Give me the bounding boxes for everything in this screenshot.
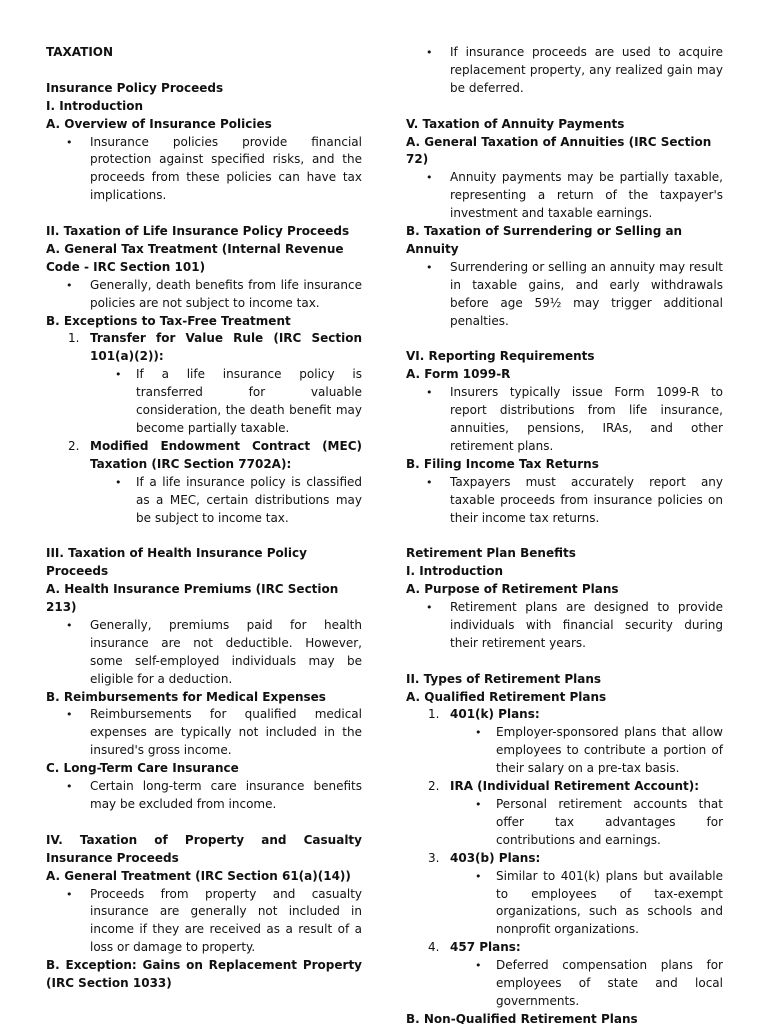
section-heading: C. Long-Term Care Insurance	[46, 761, 239, 776]
bullet-icon: •	[426, 260, 433, 274]
bullet-item	[406, 599, 723, 653]
bullet-icon: •	[475, 959, 482, 973]
bullet-text: Retirement plans are designed to provide individuals with financial security during their retirement years.	[450, 600, 723, 650]
bullet-text: Similar to 401(k) plans but available to employees of tax-exempt organizations, such as schools and nonprofit organizations.	[496, 868, 723, 937]
bullet-item	[406, 259, 723, 331]
section-heading: B. Exception: Gains on Replacement Property (IRC Section 1033)	[46, 958, 362, 991]
section-heading: A. Health Insurance Premiums (IRC Section 213)	[46, 582, 339, 615]
item-number: 2.	[68, 438, 80, 453]
numbered-item	[46, 330, 362, 366]
section-heading: B. Reimbursements for Medical Expenses	[46, 689, 326, 704]
bullet-text: Employer-sponsored plans that allow employees to contribute a portion of their salary on a pre-tax basis.	[496, 725, 723, 776]
numbered-item	[406, 939, 723, 957]
bullet-item	[46, 134, 362, 206]
section-heading: A. General Treatment (IRC Section 61(a)(14))	[46, 868, 351, 883]
section-heading: A. Qualified Retirement Plans	[406, 689, 607, 704]
bullet-icon: •	[115, 475, 122, 489]
blank-line	[46, 62, 362, 80]
bullet-text: Generally, premiums paid for health insurance are not deductible. However, some self-employed individuals may be eligible for a deduction.	[90, 617, 362, 686]
section-heading: Insurance Policy Proceeds	[46, 80, 224, 95]
numbered-item-title: Transfer for Value Rule (IRC Section 101(a)(2)):	[90, 331, 362, 364]
section-heading: A. Overview of Insurance Policies	[46, 116, 272, 131]
bullet-icon: •	[66, 780, 73, 794]
bullet-text: If a life insurance policy is classified as a MEC, certain distributions may be subject to income tax.	[136, 474, 362, 525]
item-number: 3.	[428, 850, 440, 865]
item-number: 2.	[428, 779, 440, 794]
bullet-text: Taxpayers must accurately report any taxable proceeds from insurance policies on their income tax returns.	[450, 474, 723, 525]
bullet-item	[46, 706, 362, 760]
bullet-text: If insurance proceeds are used to acquire replacement property, any realized gain may be deferred.	[450, 45, 723, 95]
bullet-icon: •	[66, 708, 73, 722]
bullet-text: Generally, death benefits from life insurance policies are not subject to income tax.	[90, 277, 362, 310]
numbered-item-title: 403(b) Plans:	[450, 850, 541, 865]
numbered-item-title: 401(k) Plans:	[450, 707, 540, 722]
section-heading: A. General Taxation of Annuities (IRC Section 72)	[406, 134, 712, 167]
section-heading: A. Form 1099-R	[406, 367, 511, 382]
numbered-item	[406, 778, 723, 796]
numbered-item-title: 457 Plans:	[450, 940, 521, 955]
section-heading: III. Taxation of Health Insurance Policy Proceeds	[46, 546, 307, 579]
section-heading: II. Types of Retirement Plans	[406, 671, 602, 686]
numbered-item	[406, 706, 723, 724]
section-heading: B. Non-Qualified Retirement Plans	[406, 1011, 638, 1024]
bullet-icon: •	[475, 798, 482, 811]
bullet-icon: •	[66, 278, 73, 292]
bullet-icon: •	[66, 887, 73, 901]
bullet-text: Insurers typically issue Form 1099-R to report distributions from life insurance, annuities, pensions, IRAs, and other retirement plans.	[450, 385, 723, 453]
blank-line	[46, 205, 362, 223]
blank-line	[406, 527, 723, 545]
bullet-item	[406, 474, 723, 528]
bullet-item	[46, 778, 362, 814]
bullet-item	[406, 384, 723, 456]
bullet-text: Proceeds from property and casualty insurance are generally not included in income if they are received as a result of a loss or damage to property.	[90, 886, 362, 955]
left-column	[46, 44, 362, 993]
bullet-icon: •	[426, 171, 433, 185]
bullet-item	[46, 474, 362, 528]
bullet-icon: •	[475, 869, 482, 883]
bullet-text: If a life insurance policy is transferred for valuable consideration, the death benefit may become partially taxable.	[136, 367, 362, 435]
section-heading: I. Introduction	[46, 98, 143, 113]
bullet-text: Surrendering or selling an annuity may result in taxable gains, and early withdrawals before age 59½ may trigger additional penalties.	[450, 259, 723, 328]
bullet-item	[406, 169, 723, 223]
bullet-item	[46, 886, 362, 958]
blank-line	[46, 527, 362, 545]
section-heading: B. Taxation of Surrendering or Selling an Annuity	[406, 224, 683, 256]
section-heading: Retirement Plan Benefits	[406, 546, 576, 561]
section-heading: B. Exceptions to Tax-Free Treatment	[46, 313, 291, 328]
item-number: 1.	[68, 331, 80, 346]
bullet-item	[406, 724, 723, 778]
section-heading: B. Filing Income Tax Returns	[406, 456, 599, 471]
bullet-icon: •	[66, 135, 73, 149]
blank-line	[46, 814, 362, 832]
bullet-icon: •	[115, 368, 122, 382]
bullet-item	[46, 617, 362, 689]
bullet-text: Personal retirement accounts that offer tax advantages for contributions and earnings.	[496, 797, 723, 847]
bullet-item	[46, 366, 362, 438]
bullet-icon: •	[475, 726, 482, 740]
bullet-icon: •	[426, 601, 433, 615]
numbered-item	[46, 438, 362, 474]
section-heading: TAXATION	[46, 45, 114, 59]
right-column	[406, 44, 723, 1024]
bullet-icon: •	[426, 386, 433, 400]
bullet-icon: •	[66, 618, 73, 632]
section-heading: IV. Taxation of Property and Casualty Insurance Proceeds	[46, 832, 362, 865]
section-heading: V. Taxation of Annuity Payments	[406, 116, 625, 131]
numbered-item	[406, 850, 723, 868]
section-heading: II. Taxation of Life Insurance Policy Proceeds	[46, 224, 350, 239]
bullet-text: Deferred compensation plans for employees of state and local governments.	[496, 958, 723, 1008]
bullet-item	[406, 957, 723, 1011]
numbered-item-title: Modified Endowment Contract (MEC) Taxation (IRC Section 7702A):	[90, 438, 362, 471]
bullet-text: Reimbursements for qualified medical expenses are typically not included in the insured's gross income.	[90, 707, 362, 758]
bullet-item	[406, 868, 723, 940]
section-heading: A. Purpose of Retirement Plans	[406, 582, 619, 597]
bullet-text: Certain long-term care insurance benefits may be excluded from income.	[90, 779, 362, 812]
bullet-item	[406, 796, 723, 850]
bullet-item	[46, 277, 362, 313]
numbered-item-title: IRA (Individual Retirement Account):	[450, 779, 700, 794]
section-heading: VI. Reporting Requirements	[406, 349, 595, 364]
item-number: 1.	[428, 707, 440, 722]
blank-line	[406, 653, 723, 671]
bullet-icon: •	[426, 475, 433, 489]
blank-line	[406, 330, 723, 348]
section-heading: I. Introduction	[406, 564, 503, 579]
bullet-text: Insurance policies provide financial protection against specified risks, and the proceeds from these policies can have tax implications.	[90, 134, 362, 203]
bullet-text: Annuity payments may be partially taxable, representing a return of the taxpayer's investment and taxable earnings.	[450, 170, 723, 221]
section-heading: A. General Tax Treatment (Internal Revenue Code - IRC Section 101)	[46, 241, 344, 274]
blank-line	[406, 98, 723, 116]
item-number: 4.	[428, 940, 440, 955]
bullet-item	[406, 44, 723, 98]
bullet-icon: •	[426, 46, 433, 59]
